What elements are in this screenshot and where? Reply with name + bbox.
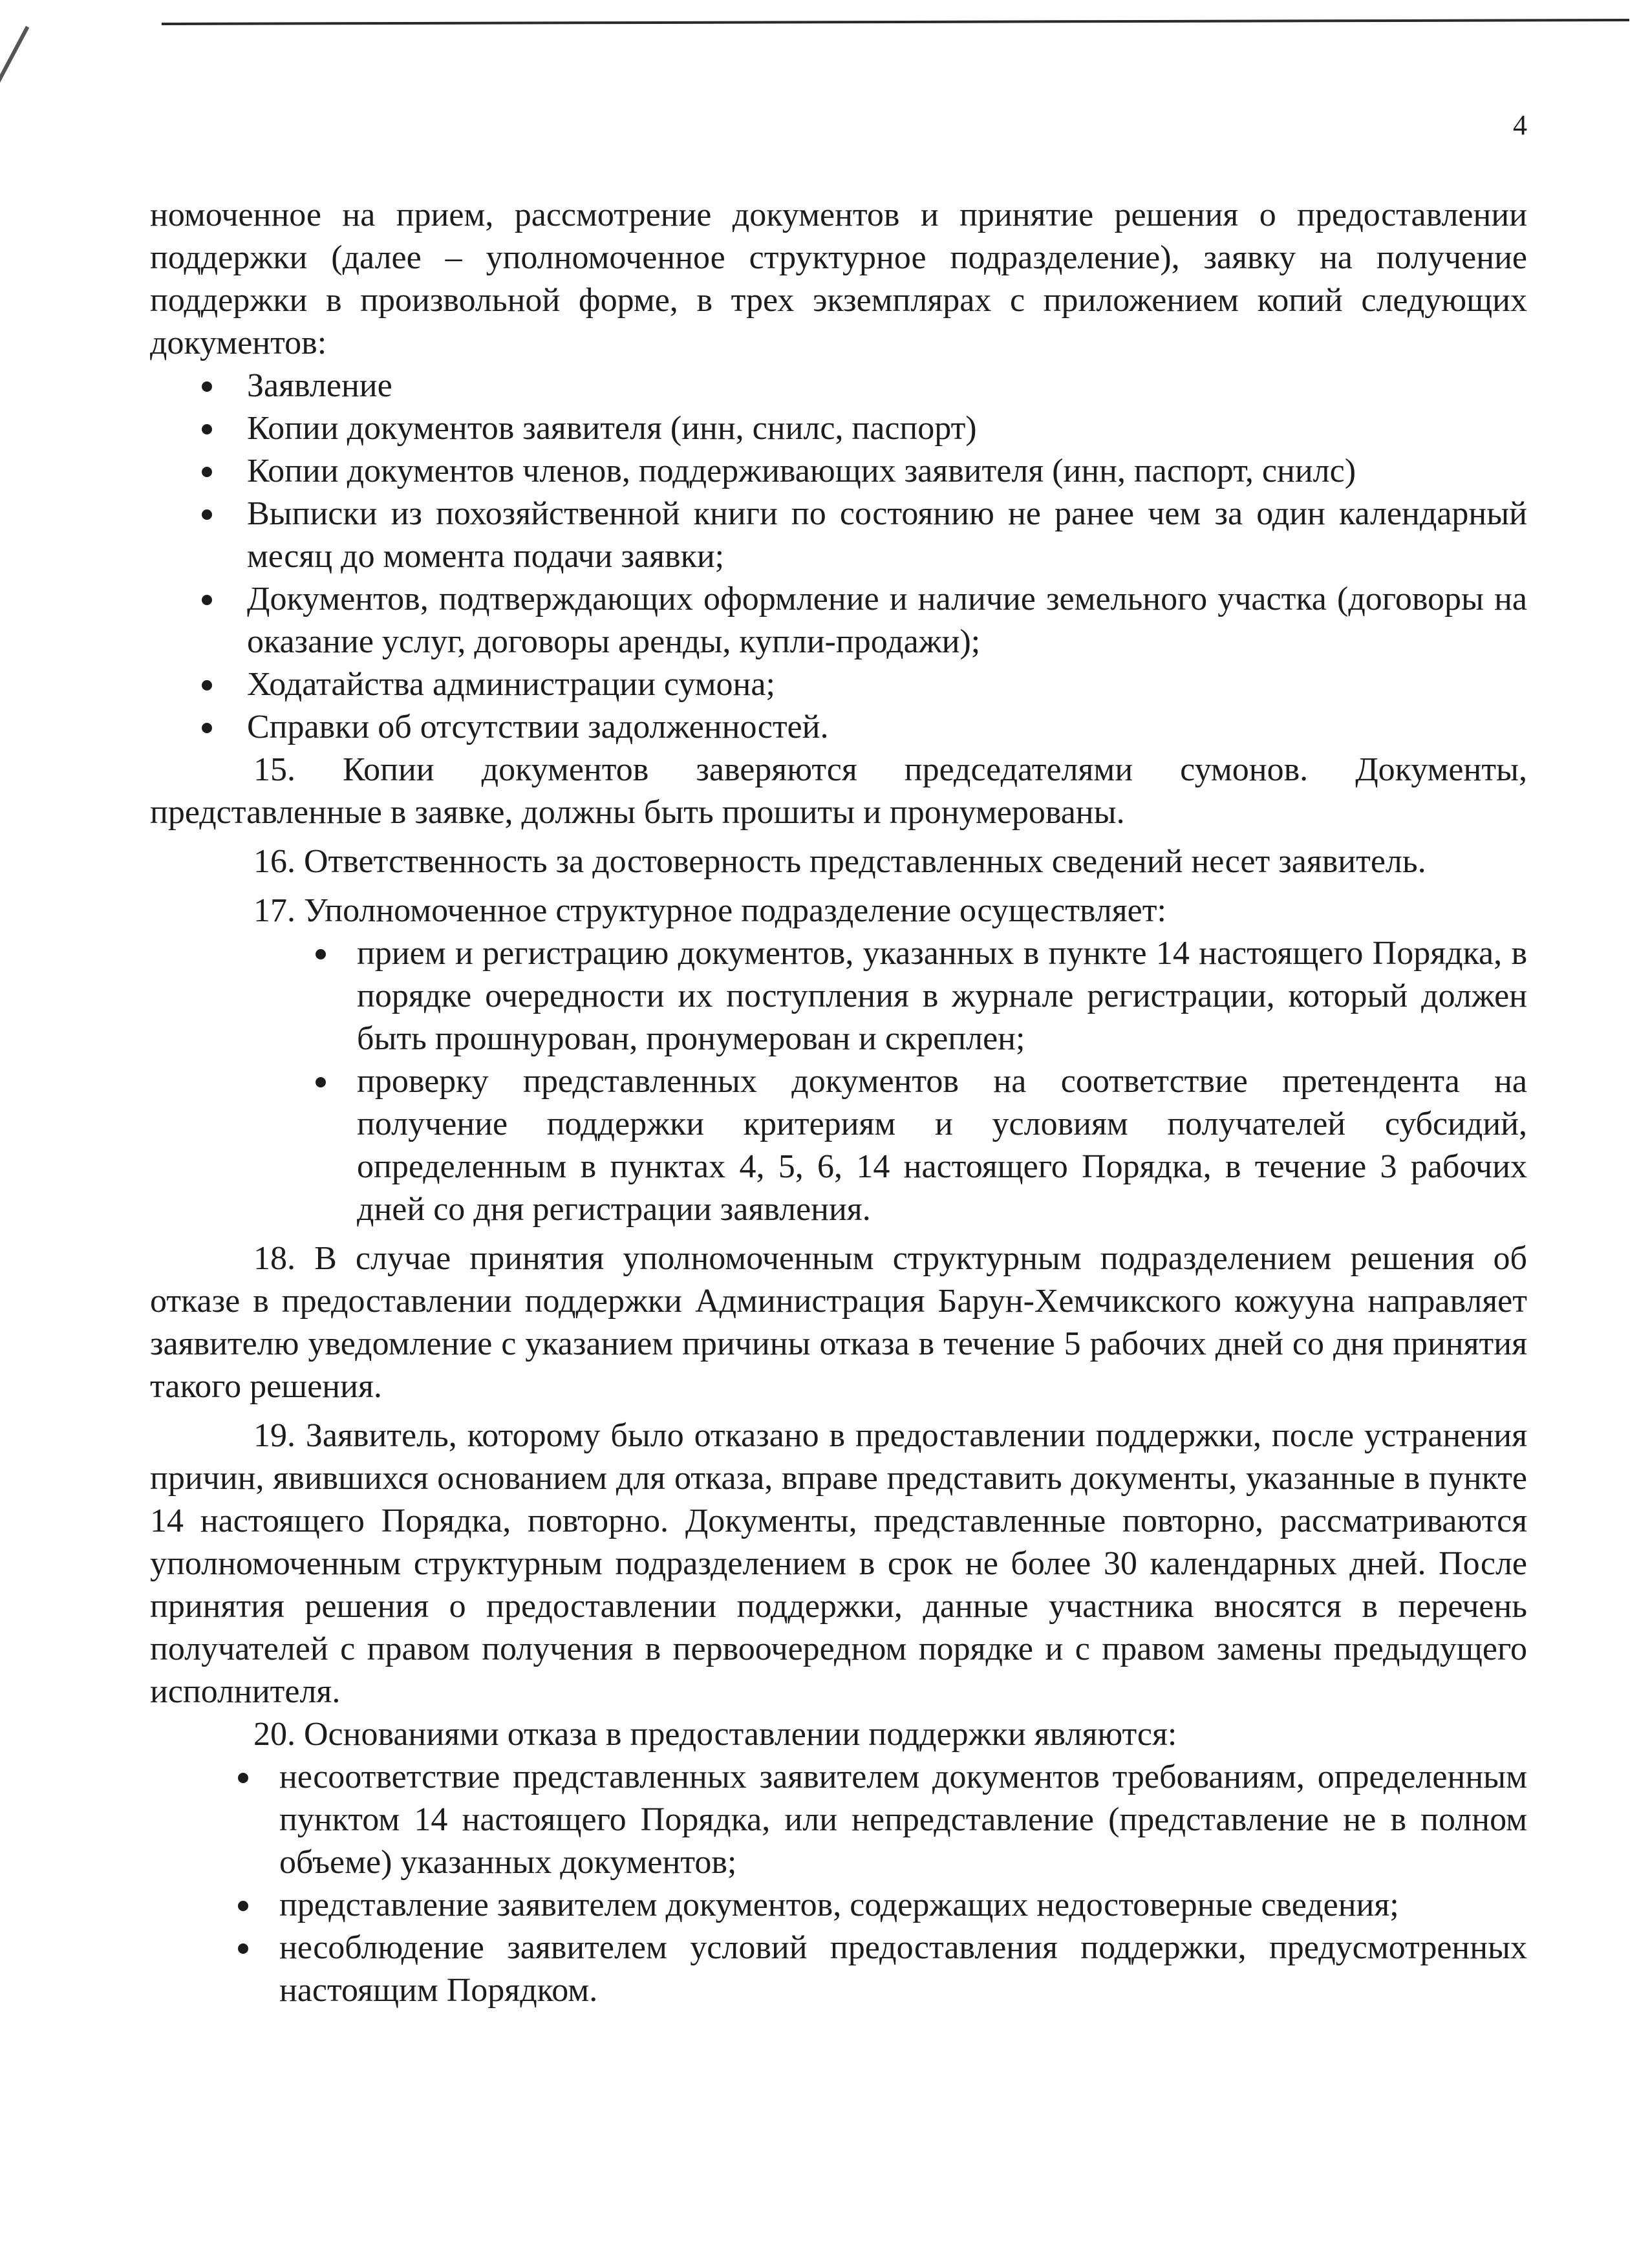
list-item: Копии документов заявителя (инн, снилс, паспорт): [150, 407, 1527, 450]
paragraph-20: 20. Основаниями отказа в предоставлении поддержки являются:: [253, 1716, 1177, 1753]
paragraph-19: 19. Заявитель, которому было отказано в предоставлении поддержки, после устранения причин, явившихся основанием для отказа, вправе представить документы, указанные в пункте 14 настоящего Порядка, повторно. Документы, представленные повторно, рассматриваются уполномоченным структурным подразделением в срок не более 30 календарных дней. После принятия решения о предоставлении поддержки, данные участника вносятся в перечень получателей с правом получения в первоочередном порядке и с правом замены предыдущего исполнителя.: [150, 1417, 1527, 1710]
refusal-grounds-list: [150, 1756, 1527, 2012]
scan-border-corner: [0, 26, 29, 171]
list-item: несоблюдение заявителем условий предоставления поддержки, предусмотренных настоящим Порядком.: [150, 1927, 1527, 2012]
page-number: 4: [1513, 109, 1527, 141]
document-body: [150, 194, 1527, 2012]
list-item: представление заявителем документов, содержащих недостоверные сведения;: [150, 1884, 1527, 1927]
paragraph-17: 17. Уполномоченное структурное подразделение осуществляет:: [253, 892, 1166, 929]
paragraph-16: 16. Ответственность за достоверность представленных сведений несет заявитель.: [253, 843, 1426, 880]
list-item: Заявление: [150, 365, 1527, 407]
list-item: Документов, подтверждающих оформление и наличие земельного участка (договоры на оказание услуг, договоры аренды, купли-продажи);: [150, 578, 1527, 663]
list-item: проверку представленных документов на соответствие претендента на получение поддержки критериям и условиям получателей субсидий, определенным в пунктах 4, 5, 6, 14 настоящего Порядка, в течение 3 рабочих дней со дня регистрации заявления.: [150, 1060, 1527, 1231]
paragraph-intro: номоченное на прием, рассмотрение документов и принятие решения о предоставлении поддержки (далее – уполномоченное структурное подразделение), заявку на получение поддержки в произвольной форме, в трех экземплярах с приложением копий следующих документов:: [150, 197, 1527, 361]
list-item: Выписки из похозяйственной книги по состоянию не ранее чем за один календарный месяц до момента подачи заявки;: [150, 493, 1527, 578]
list-item: Справки об отсутствии задолженностей.: [150, 706, 1527, 749]
list-item: несоответствие представленных заявителем документов требованиям, определенным пунктом 14 настоящего Порядка, или непредставление (представление не в полном объеме) указанных документов;: [150, 1756, 1527, 1884]
list-item: Копии документов членов, поддерживающих заявителя (инн, паспорт, снилс): [150, 450, 1527, 493]
paragraph-15: 15. Копии документов заверяются председателями сумонов. Документы, представленные в заявке, должны быть прошиты и пронумерованы.: [150, 751, 1527, 831]
duties-list: [150, 932, 1527, 1231]
scan-border-top: [162, 19, 1629, 25]
list-item: Ходатайства администрации сумона;: [150, 663, 1527, 706]
list-item: прием и регистрацию документов, указанных в пункте 14 настоящего Порядка, в порядке очередности их поступления в журнале регистрации, который должен быть прошнурован, пронумерован и скреплен;: [150, 932, 1527, 1060]
paragraph-18: 18. В случае принятия уполномоченным структурным подразделением решения об отказе в предоставлении поддержки Администрация Барун-Хемчикского кожууна направляет заявителю уведомление с указанием причины отказа в течение 5 рабочих дней со дня принятия такого решения.: [150, 1240, 1527, 1405]
documents-list: [150, 365, 1527, 749]
